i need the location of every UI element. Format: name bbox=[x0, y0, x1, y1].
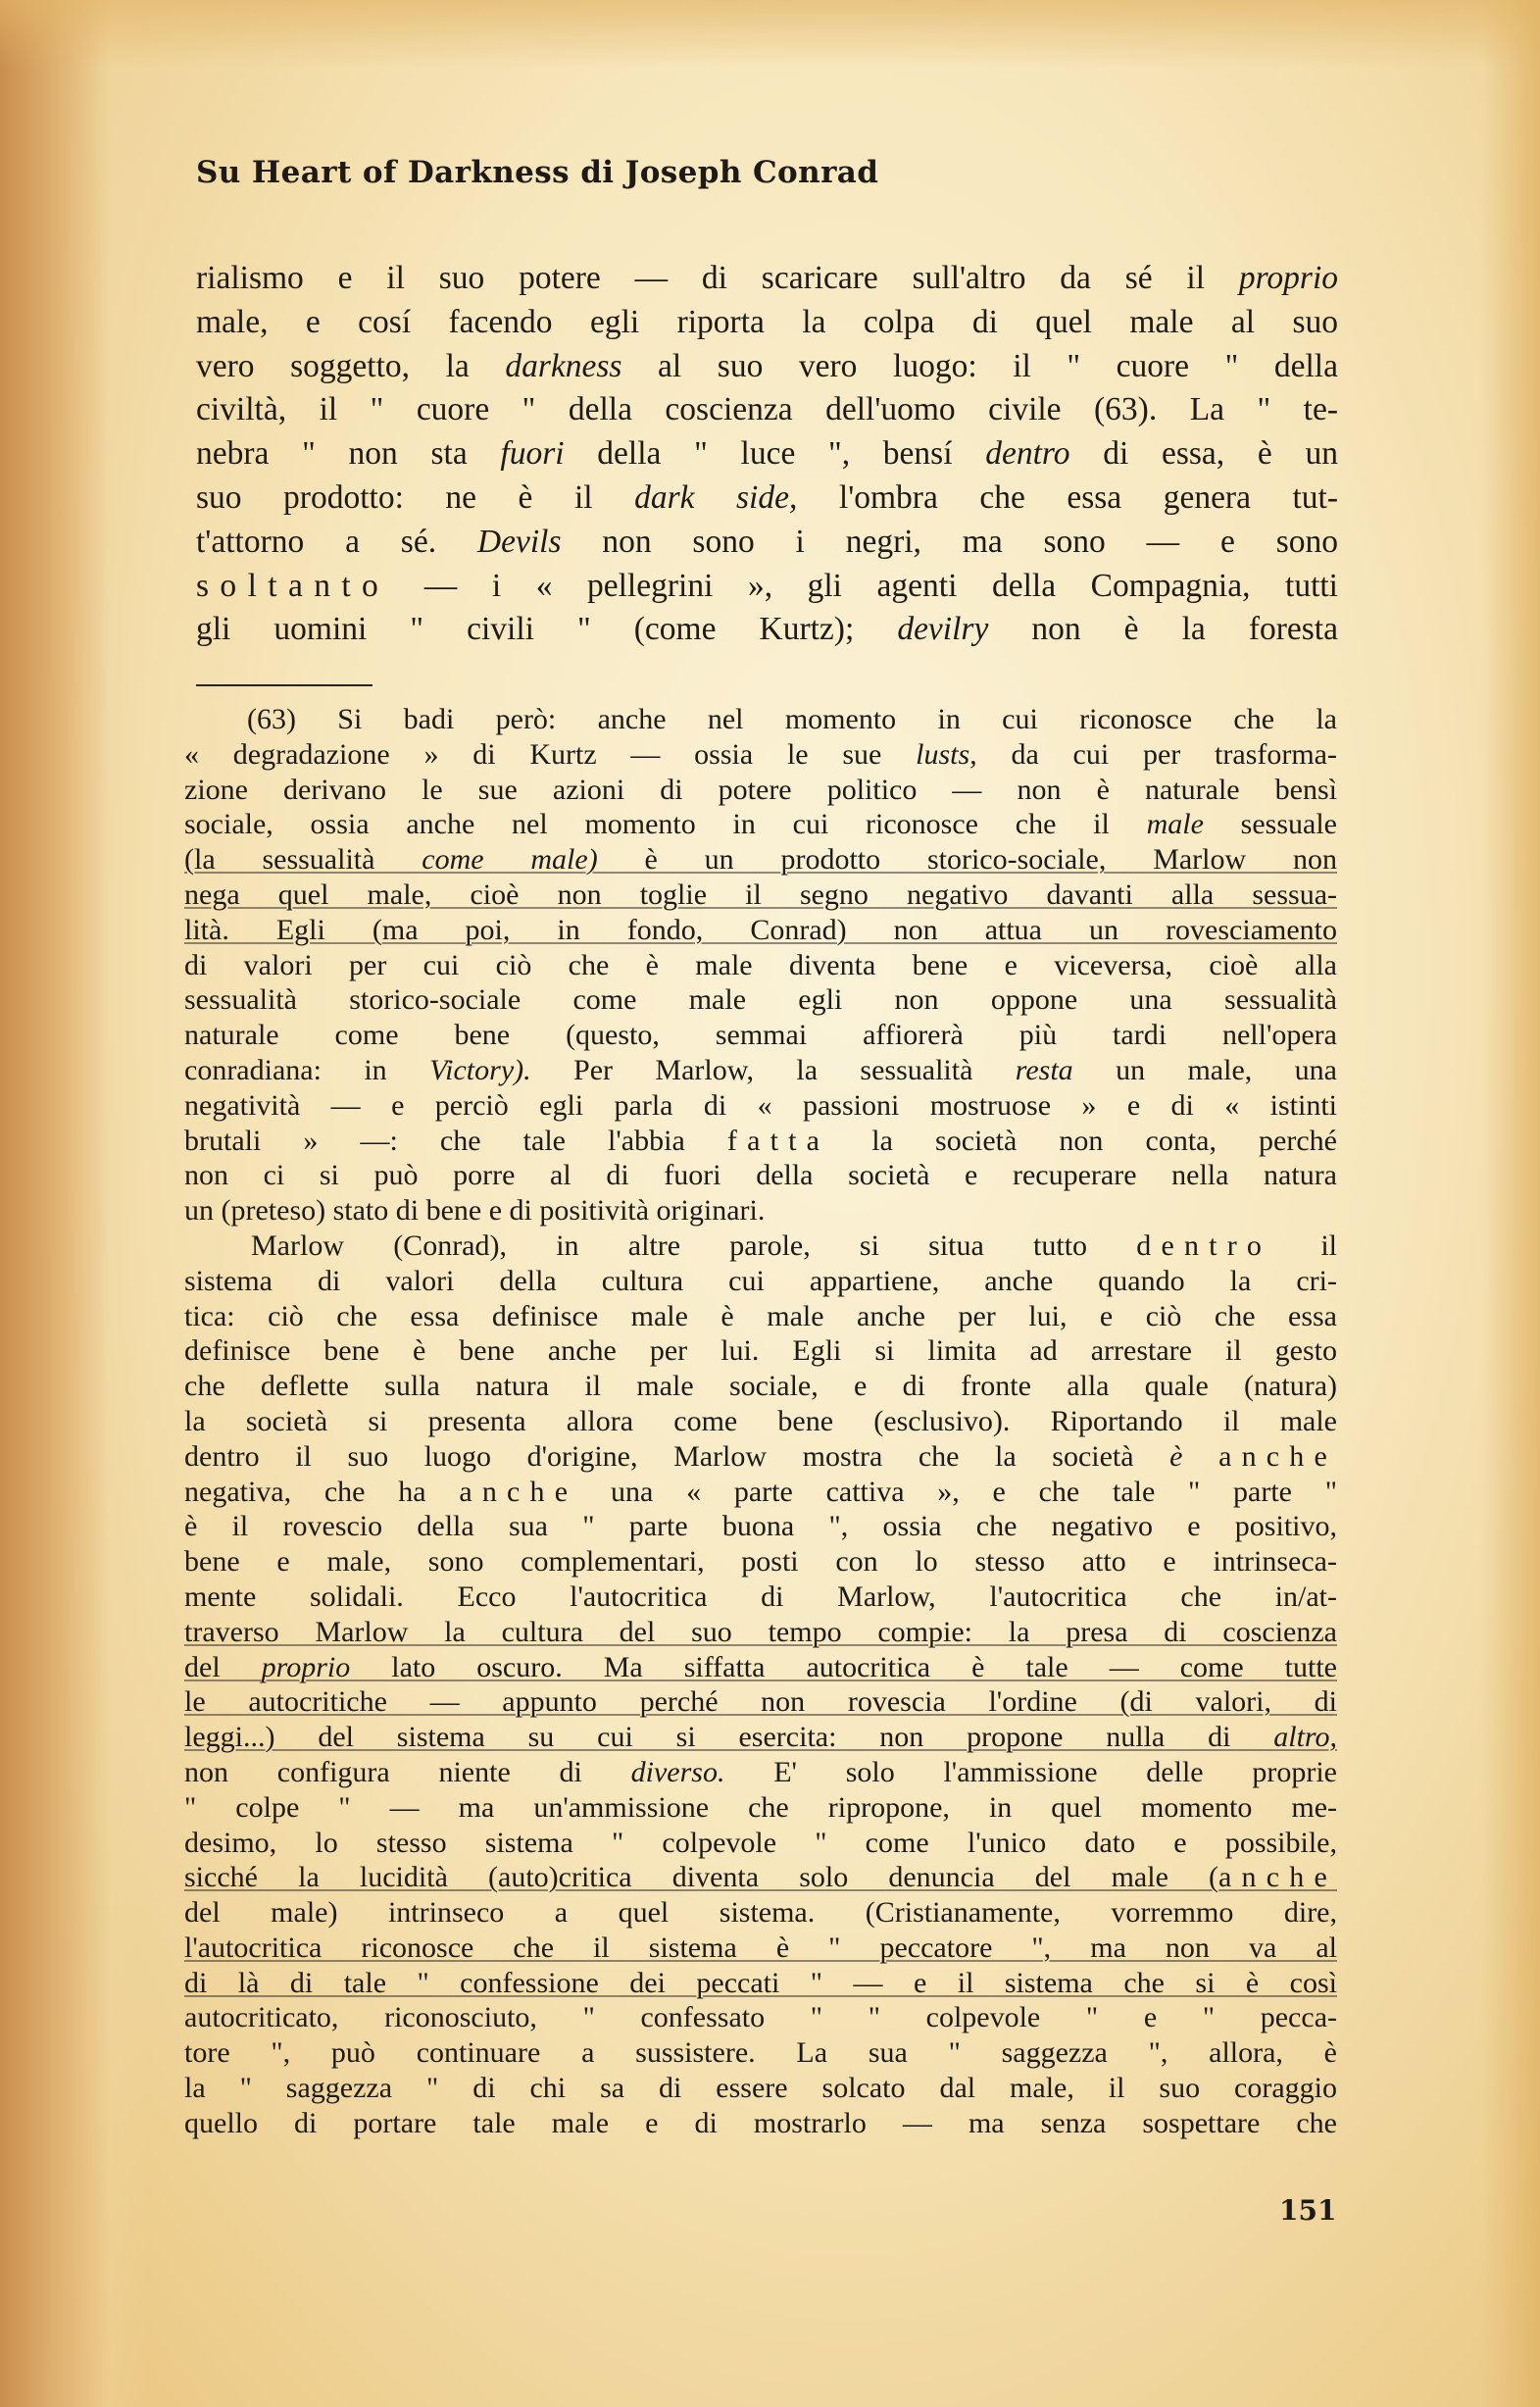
page-number: 151 bbox=[1279, 2194, 1337, 2227]
footnote-line: non configura niente di diverso. E' solo l'ammissione delle proprie bbox=[184, 1755, 1337, 1788]
footnote-line: del proprio lato oscuro. Ma siffatta autocritica è tale — come tutte bbox=[184, 1650, 1337, 1683]
footnote-line: non ci si può porre al di fuori della società e recuperare nella natura bbox=[184, 1159, 1337, 1192]
footnote-line: naturale come bene (questo, semmai affiorerà più tardi nell'opera bbox=[184, 1019, 1337, 1052]
footnote-line: negativa, che ha anche una « parte cattiva », e che tale " parte " bbox=[184, 1475, 1337, 1508]
footnote-line: l'autocritica riconosce che il sistema è " peccatore ", ma non va al bbox=[184, 1931, 1337, 1964]
footnote-line: mente solidali. Ecco l'autocritica di Marlow, l'autocritica che in/at- bbox=[184, 1580, 1337, 1613]
footnote-line: di là di tale " confessione dei peccati " — e il sistema che si è così bbox=[184, 1966, 1337, 1999]
footnote-line: la " saggezza " di chi sa di essere solcato dal male, il suo coraggio bbox=[184, 2072, 1337, 2105]
body-text bbox=[196, 257, 1338, 652]
footnote-line: di valori per cui ciò che è male diventa bene e viceversa, cioè alla bbox=[184, 948, 1337, 981]
footnote-line: bene e male, sono complementari, posti con lo stesso atto e intrinseca- bbox=[184, 1545, 1337, 1579]
footnote-line: lità. Egli (ma poi, in fondo, Conrad) non attua un rovesciamento bbox=[184, 913, 1337, 946]
footnote-line: sistema di valori della cultura cui appartiene, anche quando la cri- bbox=[184, 1264, 1337, 1297]
footnote-line: conradiana: in Victory). Per Marlow, la sessualità resta un male, una bbox=[184, 1053, 1337, 1086]
page-top-shadow bbox=[0, 0, 1540, 69]
body-line: rialismo e il suo potere — di scaricare sull'altro da sé il proprio bbox=[196, 260, 1338, 296]
body-line: suo prodotto: ne è il dark side, l'ombra che essa genera tut- bbox=[196, 478, 1338, 516]
body-line: nebra " non sta fuori della " luce ", bensí dentro di essa, è un bbox=[196, 435, 1338, 473]
footnote-line: " colpe " — ma un'ammissione che ripropone, in quel momento me- bbox=[184, 1790, 1337, 1824]
footnote-line: (63) Si badi però: anche nel momento in cui riconosce che la bbox=[247, 703, 1337, 735]
footnote-line: la società si presenta allora come bene (esclusivo). Riportando il male bbox=[184, 1404, 1337, 1437]
running-head: Su Heart of Darkness di Joseph Conrad bbox=[196, 155, 879, 190]
body-line: t'attorno a sé. Devils non sono i negri, ma sono — e sono bbox=[196, 523, 1338, 560]
footnote-text bbox=[184, 702, 1337, 2141]
body-line: male, e cosí facendo egli riporta la colpa di quel male al suo bbox=[196, 303, 1338, 340]
body-line: vero soggetto, la darkness al suo vero luogo: il " cuore " della bbox=[196, 347, 1338, 384]
page-gutter-shadow bbox=[0, 0, 147, 2407]
body-line: civiltà, il " cuore " della coscienza dell'uomo civile (63). La " te- bbox=[196, 391, 1338, 428]
footnote-line: « degradazione » di Kurtz — ossia le sue lusts, da cui per trasforma- bbox=[184, 737, 1337, 771]
footnote-line: del male) intrinseco a quel sistema. (Cristianamente, vorremmo dire, bbox=[184, 1896, 1337, 1930]
footnote-line: autocriticato, riconosciuto, " confessato " " colpevole " e " pecca- bbox=[184, 2001, 1337, 2034]
page-edge-shadow bbox=[1481, 0, 1540, 2407]
footnote-line: zione derivano le sue azioni di potere politico — non è naturale bensì bbox=[184, 773, 1337, 806]
footnote-line: sociale, ossia anche nel momento in cui riconosce che il male sessuale bbox=[184, 808, 1337, 841]
footnote-line: traverso Marlow la cultura del suo tempo compie: la presa di coscienza bbox=[184, 1615, 1337, 1648]
footnote-line: tica: ciò che essa definisce male è male anche per lui, e ciò che essa bbox=[184, 1299, 1337, 1332]
footnote-line: tore ", può continuare a sussistere. La sua " saggezza ", allora, è bbox=[184, 2036, 1337, 2070]
footnote-line: desimo, lo stesso sistema " colpevole " come l'unico dato e possibile, bbox=[184, 1826, 1337, 1859]
footnote-line: dentro il suo luogo d'origine, Marlow mostra che la società è anche bbox=[184, 1439, 1337, 1473]
body-line: gli uomini " civili " (come Kurtz); devilry non è la foresta bbox=[196, 611, 1338, 648]
footnote-line: brutali » —: che tale l'abbia fatta la società non conta, perché bbox=[184, 1124, 1337, 1157]
footnote-rule bbox=[196, 684, 373, 686]
footnote-line: Marlow (Conrad), in altre parole, si situa tutto dentro il bbox=[251, 1229, 1337, 1262]
body-line: soltanto — i « pellegrini », gli agenti della Compagnia, tutti bbox=[196, 567, 1338, 604]
footnote-line: che deflette sulla natura il male sociale, e di fronte alla quale (natura) bbox=[184, 1370, 1337, 1403]
footnote-line: leggi...) del sistema su cui si esercita: non propone nulla di altro, bbox=[184, 1721, 1337, 1754]
footnote-line: definisce bene è bene anche per lui. Egli si limita ad arrestare il gesto bbox=[184, 1334, 1337, 1368]
footnote-line: è il rovescio della sua " parte buona ", ossia che negativo e positivo, bbox=[184, 1510, 1337, 1543]
footnote-line: le autocritiche — appunto perché non rovescia l'ordine (di valori, di bbox=[184, 1685, 1337, 1719]
footnote-line: negatività — e perciò egli parla di « passioni mostruose » e di « istinti bbox=[184, 1088, 1337, 1122]
footnote-line: (la sessualità come male) è un prodotto storico-sociale, Marlow non bbox=[184, 843, 1337, 877]
footnote-line: sessualità storico-sociale come male egli non oppone una sessualità bbox=[184, 983, 1337, 1017]
footnote-line: un (preteso) stato di bene e di positività originari. bbox=[184, 1194, 766, 1228]
footnote-line: sicché la lucidità (auto)critica diventa solo denuncia del male (anche bbox=[184, 1861, 1337, 1894]
footnote-line: nega quel male, cioè non toglie il segno negativo davanti alla sessua- bbox=[184, 878, 1337, 911]
footnote-line: quello di portare tale male e di mostrarlo — ma senza sospettare che bbox=[184, 2106, 1337, 2139]
